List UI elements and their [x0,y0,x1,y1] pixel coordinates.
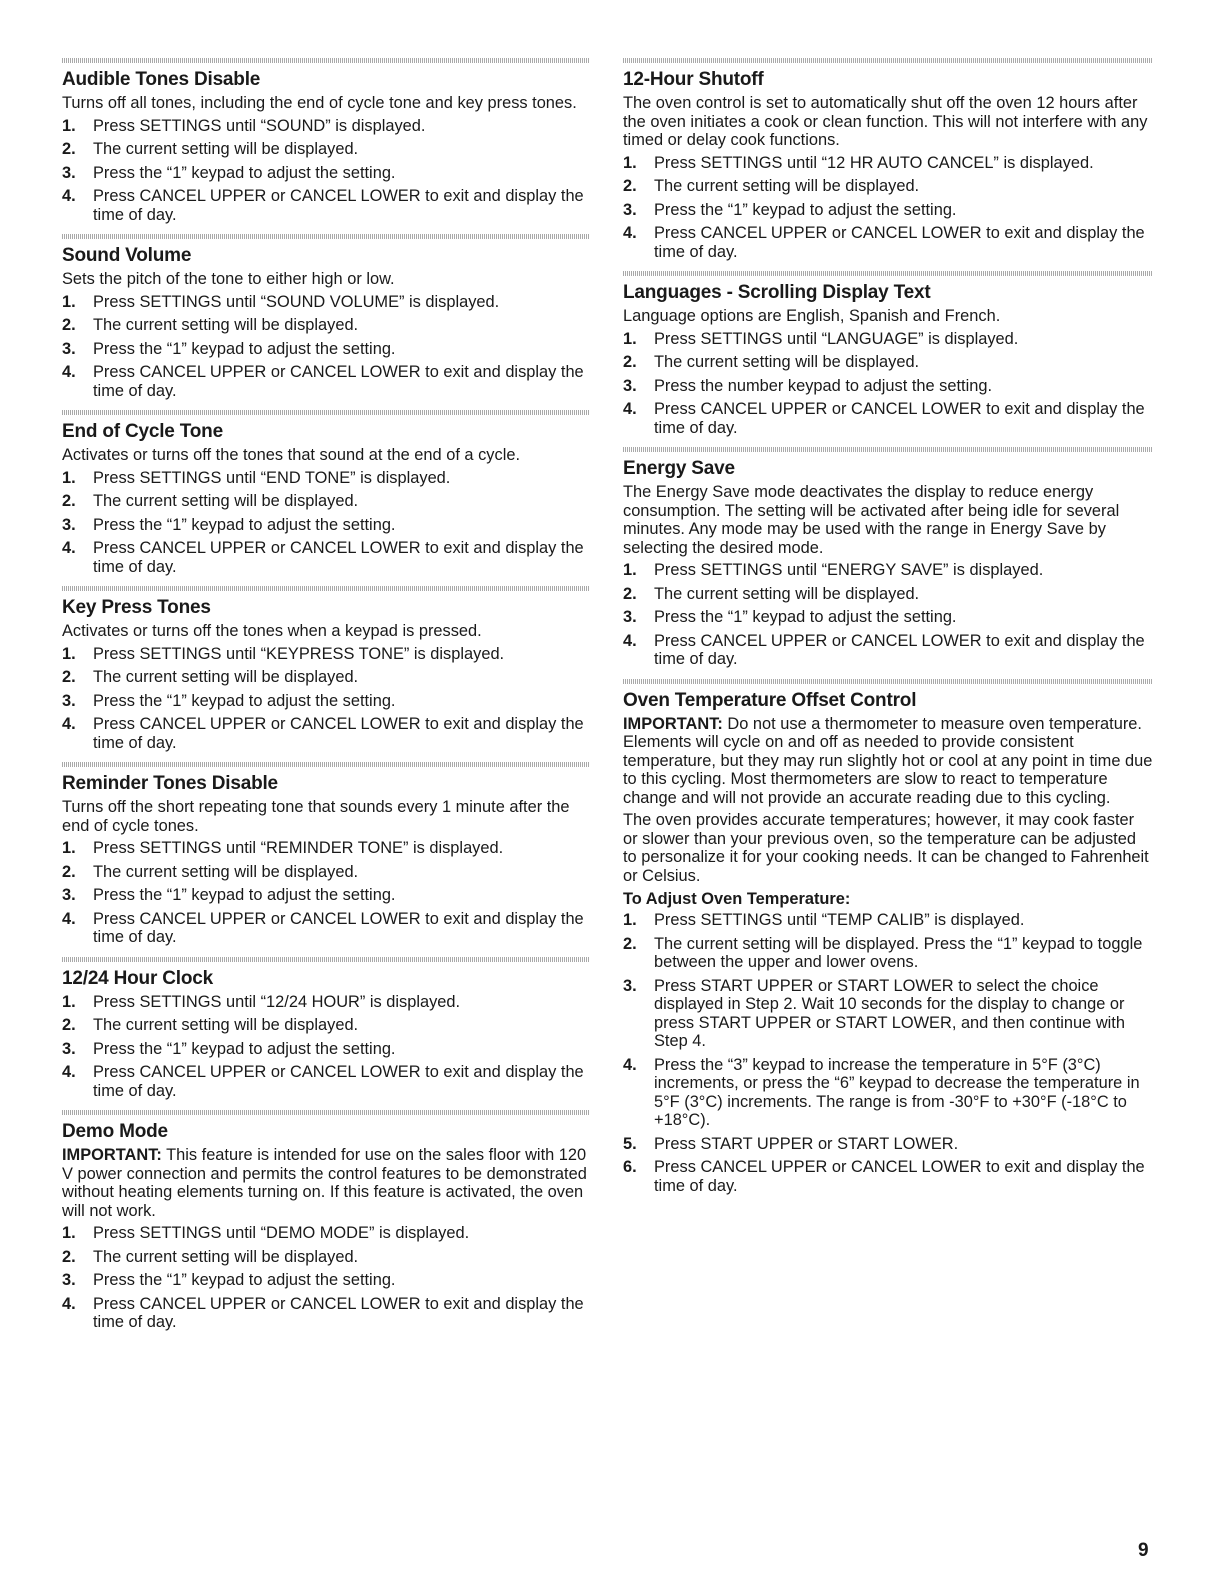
page-number: 9 [1138,1540,1149,1561]
section-12-hour-shutoff [623,69,1153,261]
steps-list [62,993,590,1101]
steps-list [62,293,590,401]
step-item: 3. Press the “1” keypad to adjust the setting. [62,515,396,534]
section-languages [623,282,1153,437]
step-item: 3. Press the “1” keypad to adjust the setting. [62,886,396,904]
steps-list [623,330,1153,438]
section-audible-tones-disable [62,69,590,224]
section-title: Oven Temperature Offset Control [623,689,917,711]
section-demo-mode [62,1121,590,1332]
step-item: 1. Press SETTINGS until “DEMO MODE” is displayed. [62,1224,470,1242]
section-divider [623,679,1153,684]
step-item: 4. Press CANCEL UPPER or CANCEL LOWER to exit and display the time of day. [623,400,1145,437]
step-item: 1. Press SETTINGS until “ENERGY SAVE” is displayed. [623,561,1044,579]
section-energy-save [623,458,1153,669]
section-12-24-hour-clock [62,968,590,1101]
step-item: 2. The current setting will be displayed. [62,668,359,686]
step-item: 2. The current setting will be displayed. [623,584,920,603]
subheading: To Adjust Oven Temperature: [623,890,851,908]
steps-list [62,645,590,753]
section-divider [623,271,1153,276]
step-item: 4. Press CANCEL UPPER or CANCEL LOWER to exit and display the time of day. [62,715,584,752]
section-divider [623,447,1153,452]
steps-list [623,911,1153,1195]
section-intro: Activates or turns off the tones when a keypad is pressed. [62,622,482,640]
section-oven-temperature-offset [623,690,1153,1196]
steps-list [62,117,590,225]
step-item: 1. Press SETTINGS until “LANGUAGE” is displayed. [623,329,1019,348]
section-intro: The Energy Save mode deactivates the display to reduce energy consumption. The setting will be activated after being idle for several minutes. Any mode may be used with the range in Energy Save by selecting the desired mode. [623,483,1120,557]
section-sound-volume [62,245,590,400]
right-column [623,58,1153,1205]
important-note [623,715,1153,808]
step-item: 4. Press CANCEL UPPER or CANCEL LOWER to exit and display the time of day. [62,363,584,400]
section-intro: Sets the pitch of the tone to either high or low. [62,270,395,288]
step-item: 4. Press CANCEL UPPER or CANCEL LOWER to exit and display the time of day. [62,1063,584,1100]
step-item: 1. Press SETTINGS until “KEYPRESS TONE” is displayed. [62,644,505,663]
steps-list [623,154,1153,262]
important-note [62,1146,590,1220]
important-text: This feature is intended for use on the sales floor with 120 V power connection and permits the control features to be demonstrated without heating elements turning on. If this feature is activated, the oven will not work. [62,1146,587,1220]
step-item: 3. Press the “1” keypad to adjust the setting. [62,1039,396,1058]
step-item: 3. Press the number keypad to adjust the setting. [623,376,993,395]
step-item: 4. Press CANCEL UPPER or CANCEL LOWER to exit and display the time of day. [62,187,584,224]
section-divider [62,586,590,591]
section-title: End of Cycle Tone [62,421,223,442]
section-end-of-cycle-tone [62,421,590,576]
section-intro: Activates or turns off the tones that sound at the end of a cycle. [62,446,521,464]
step-item: 2. The current setting will be displayed. [62,862,359,881]
section-title: Demo Mode [62,1121,168,1142]
step-item: 2. The current setting will be displayed. [623,353,920,371]
step-item: 1. Press SETTINGS until “12/24 HOUR” is displayed. [62,992,461,1011]
section-title: Languages - Scrolling Display Text [623,282,931,303]
section-divider [62,957,590,962]
steps-list [62,839,590,947]
section-title: 12-Hour Shutoff [623,69,764,90]
section-intro: Turns off all tones, including the end of cycle tone and key press tones. [62,94,577,112]
section-divider [623,58,1153,63]
section-divider [62,1110,590,1115]
section-title: Reminder Tones Disable [62,773,278,794]
step-item: 1. Press SETTINGS until “SOUND” is displayed. [62,116,426,135]
step-item: 4. Press CANCEL UPPER or CANCEL LOWER to exit and display the time of day. [62,909,584,946]
left-column [62,58,590,1342]
step-item: 4. Press CANCEL UPPER or CANCEL LOWER to exit and display the time of day. [623,224,1145,261]
step-item: 2. The current setting will be displayed. [62,140,359,158]
section-divider [62,410,590,415]
step-item: 3. Press the “1” keypad to adjust the setting. [623,608,957,626]
step-item: 3. Press the “1” keypad to adjust the setting. [62,163,396,182]
section-key-press-tones [62,597,590,752]
step-item: 5. Press START UPPER or START LOWER. [623,1134,959,1153]
section-title: Audible Tones Disable [62,69,261,90]
step-item: 2. The current setting will be displayed. [623,177,920,195]
step-item: 2. The current setting will be displayed. [62,492,359,510]
steps-list [62,469,590,577]
section-reminder-tones-disable [62,773,590,947]
important-text: Do not use a thermometer to measure oven temperature. Elements will cycle on and off as needed to provide consistent temperature, but they may run slightly hot or cool at any point in time due to this cycling. Most thermometers are slow to react to temperature change and will not provide an accurate reading due to this cycling. [623,714,1153,807]
section-divider [62,762,590,767]
step-item: 1. Press SETTINGS until “TEMP CALIB” is displayed. [623,911,1025,929]
section-intro: Turns off the short repeating tone that sounds every 1 minute after the end of cycle tones. [62,798,570,835]
step-item: 3. Press the “1” keypad to adjust the setting. [62,691,396,710]
section-intro: Language options are English, Spanish and French. [623,307,1001,325]
step-item: 6. Press CANCEL UPPER or CANCEL LOWER to exit and display the time of day. [623,1158,1145,1195]
section-paragraph: The oven provides accurate temperatures; however, it may cook faster or slower than your previous oven, so the temperature can be adjusted to personalize it for your cooking needs. It can be changed to Fahrenheit or Celsius. [623,811,1149,885]
step-item: 2. The current setting will be displayed. [62,1016,359,1034]
section-divider [62,234,590,239]
step-item: 1. Press SETTINGS until “12 HR AUTO CANCEL” is displayed. [623,153,1094,172]
step-item: 4. Press the “3” keypad to increase the temperature in 5°F (3°C) increments, or press the “6” keypad to decrease the temperature in 5°F (3°C) increments. The range is from -30°F to +30°F (-18°C to +18°C). [623,1055,1140,1129]
step-item: 1. Press SETTINGS until “REMINDER TONE” is displayed. [62,839,504,857]
important-label: IMPORTANT: [623,714,723,733]
step-item: 3. Press the “1” keypad to adjust the setting. [62,1271,396,1289]
step-item: 4. Press CANCEL UPPER or CANCEL LOWER to exit and display the time of day. [623,631,1145,668]
section-title: Energy Save [623,458,735,479]
section-divider [62,58,590,63]
step-item: 3. Press the “1” keypad to adjust the setting. [623,200,957,219]
section-title: 12/24 Hour Clock [62,967,213,989]
step-item: 2. The current setting will be displayed. [62,316,359,334]
step-item: 2. The current setting will be displayed. [62,1247,359,1266]
section-title: Key Press Tones [62,597,211,618]
steps-list [62,1224,590,1332]
step-item: 2. The current setting will be displayed. Press the “1” keypad to toggle between the upper and lower ovens. [623,934,1143,971]
section-intro: The oven control is set to automatically shut off the oven 12 hours after the oven initiates a cook or clean function. This will not interfere with any timed or delay cook functions. [623,94,1148,149]
step-item: 4. Press CANCEL UPPER or CANCEL LOWER to exit and display the time of day. [62,539,584,576]
step-item: 1. Press SETTINGS until “SOUND VOLUME” is displayed. [62,292,500,311]
step-item: 3. Press START UPPER or START LOWER to select the choice displayed in Step 2. Wait 10 seconds for the display to change or press START UPPER or START LOWER, and then continue with Step 4. [623,976,1125,1050]
step-item: 4. Press CANCEL UPPER or CANCEL LOWER to exit and display the time of day. [62,1294,584,1331]
step-item: 3. Press the “1” keypad to adjust the setting. [62,339,396,358]
section-title: Sound Volume [62,245,192,266]
steps-list [623,561,1153,669]
step-item: 1. Press SETTINGS until “END TONE” is displayed. [62,468,451,487]
important-label: IMPORTANT: [62,1146,162,1164]
